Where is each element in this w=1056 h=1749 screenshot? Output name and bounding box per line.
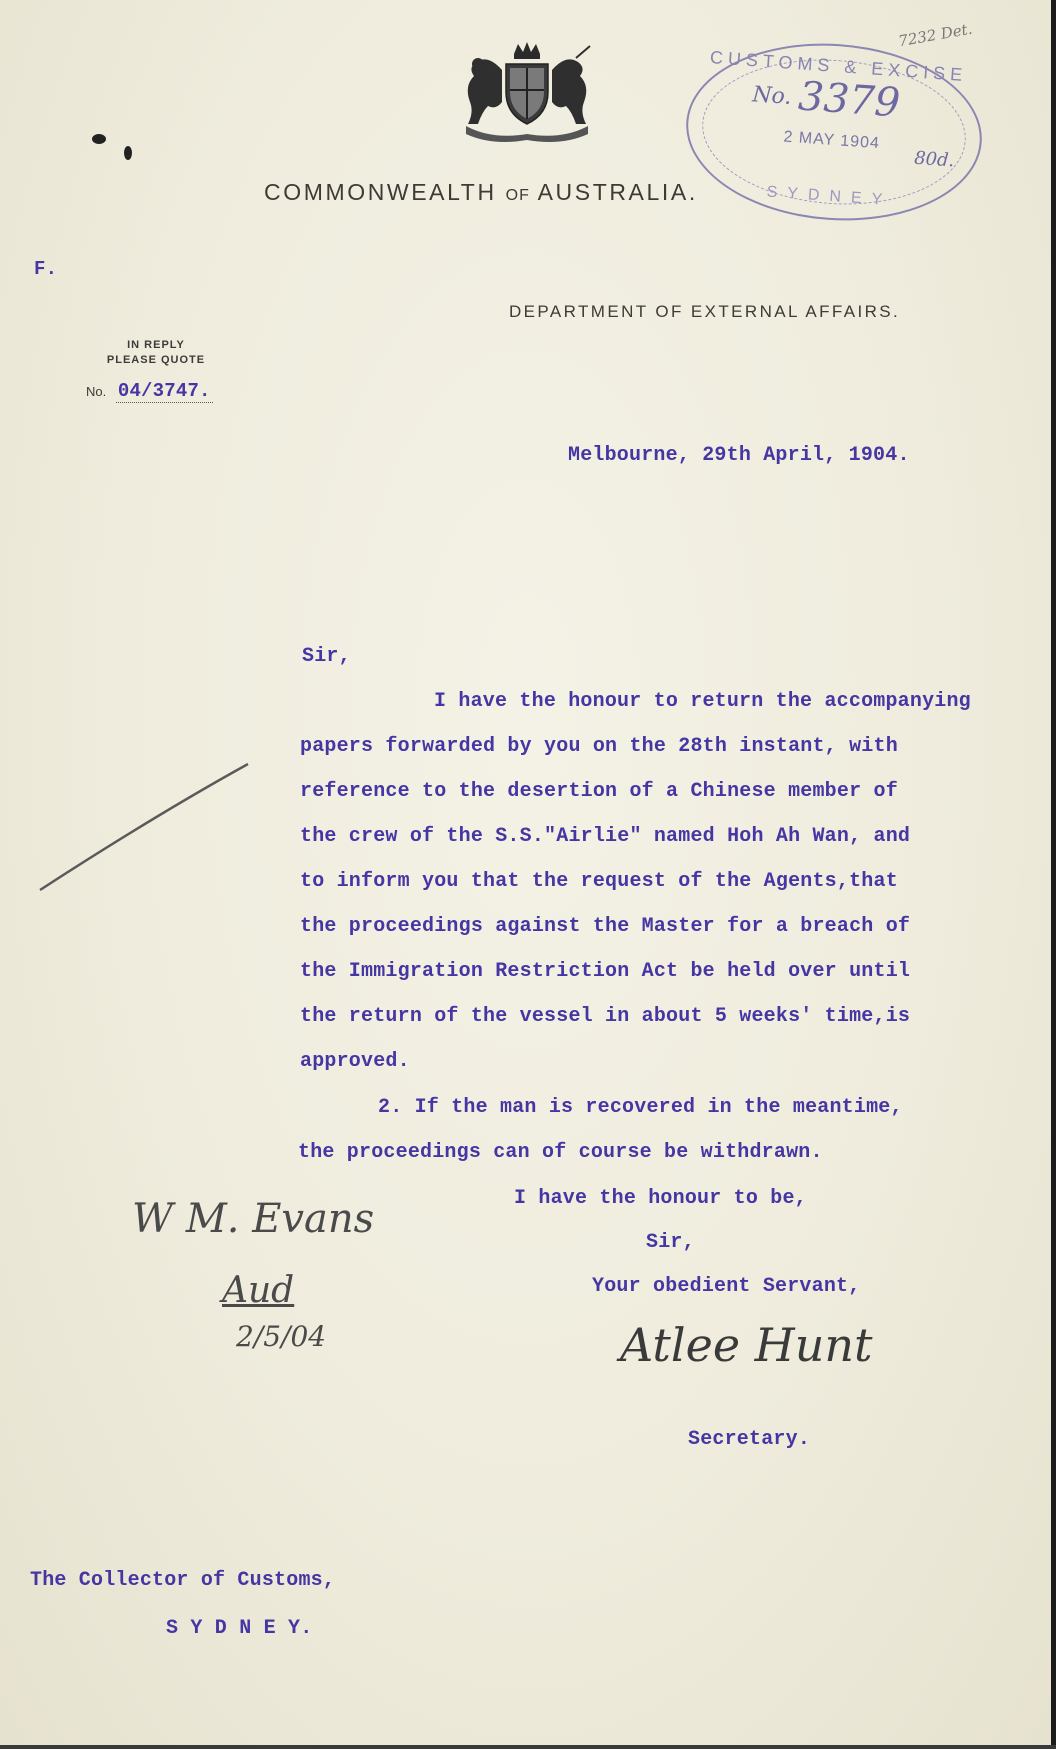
addressee-line-1: The Collector of Customs,: [30, 1569, 336, 1592]
letterhead-title: [264, 179, 698, 206]
body-line: the return of the vessel in about 5 weeks' time,is: [300, 1005, 911, 1028]
stamp-top-text: CUSTOMS & EXCISE: [709, 47, 968, 86]
department-name: DEPARTMENT OF EXTERNAL AFFAIRS.: [509, 302, 901, 321]
page-edge-right: [1051, 0, 1056, 1749]
margin-initials: Aud: [222, 1270, 295, 1311]
page-edge-bottom: [0, 1745, 1056, 1749]
stamp-number: 3379: [796, 73, 902, 127]
ink-blot: [92, 134, 106, 144]
secretary-title: Secretary.: [688, 1428, 811, 1451]
reply-label: [96, 338, 216, 368]
body-line: I have the honour to return the accompanying: [434, 690, 971, 713]
stamp-date: 2 MAY 1904: [782, 128, 881, 153]
closing-line: Sir,: [646, 1231, 695, 1254]
reply-line-2: PLEASE QUOTE: [106, 354, 206, 366]
letterhead-of: OF: [505, 187, 530, 204]
reply-line-1: IN REPLY: [127, 339, 185, 351]
reply-no-label: No.: [86, 384, 107, 399]
reply-number-row: [86, 380, 213, 402]
reply-number: 04/3747.: [117, 380, 211, 402]
margin-name: W M. Evans: [132, 1196, 375, 1242]
file-mark: F.: [34, 258, 58, 280]
customs-stamp: [680, 34, 988, 230]
corner-note: 7232 Det.: [897, 19, 974, 51]
stamp-bottom-text: SYDNEY: [766, 183, 893, 210]
place-date: Melbourne, 29th April, 1904.: [568, 444, 910, 467]
closing-line: I have the honour to be,: [514, 1187, 807, 1210]
ink-blot: [124, 146, 132, 160]
margin-pen-stroke: [34, 760, 254, 894]
body-line: the crew of the S.S."Airlie" named Hoh Ah Wan, and: [300, 825, 911, 848]
salutation: Sir,: [302, 645, 351, 668]
body-line: approved.: [300, 1050, 410, 1073]
stamp-no-label: No.: [751, 82, 793, 110]
body-line: to inform you that the request of the Agents,that: [300, 870, 898, 893]
body-line: the Immigration Restriction Act be held over until: [300, 960, 911, 983]
body-line: reference to the desertion of a Chinese member of: [300, 780, 898, 803]
body-line: papers forwarded by you on the 28th instant, with: [300, 735, 898, 758]
letterhead-commonwealth: COMMONWEALTH: [264, 179, 497, 205]
signature: Atlee Hunt: [620, 1318, 873, 1372]
addressee-line-2: S Y D N E Y.: [166, 1617, 313, 1640]
body-line: the proceedings against the Master for a breach of: [300, 915, 911, 938]
coat-of-arms-icon: [452, 40, 602, 144]
stamp-initials: 80d.: [913, 147, 956, 172]
para2-line: the proceedings can of course be withdrawn.: [298, 1141, 823, 1164]
closing-line: Your obedient Servant,: [592, 1275, 861, 1298]
letterhead-australia: AUSTRALIA.: [537, 179, 698, 205]
margin-date: 2/5/04: [236, 1320, 327, 1353]
para2-line: 2. If the man is recovered in the meantime,: [378, 1096, 903, 1119]
